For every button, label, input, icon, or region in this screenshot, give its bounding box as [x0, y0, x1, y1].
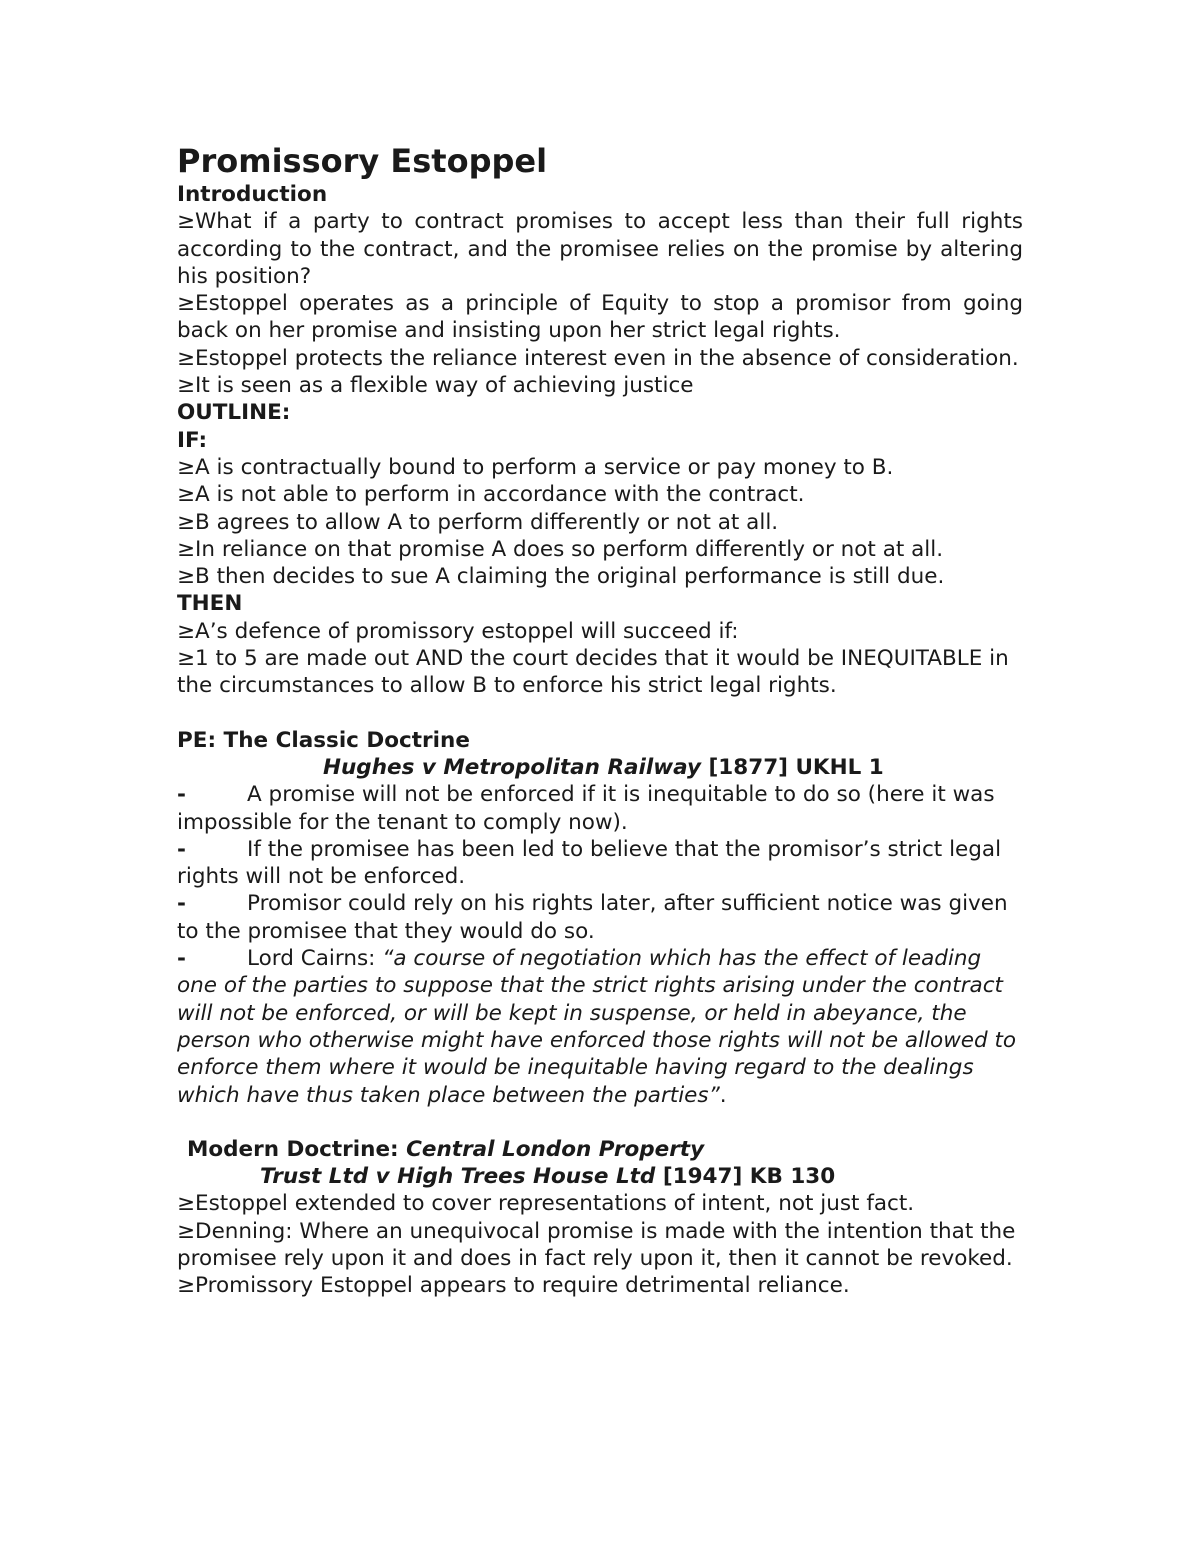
dash-marker: -: [177, 891, 186, 917]
document-page: [177, 141, 1023, 1300]
intro-bullet: ≥ Estoppel operates as a principle of Equity to stop a promisor from going back on her promise and insisting upon her strict legal rights.: [177, 290, 1023, 345]
classic-quote-item: [177, 945, 1023, 1109]
outline-if-label: IF:: [177, 427, 208, 453]
outline-then-bullet: ≥ 1 to 5 are made out AND the court decides that it would be INEQUITABLE in the circumstances to allow B to enforce his strict legal rights.: [177, 645, 1023, 700]
outline-if-bullet: ≥ B then decides to sue A claiming the original performance is still due.: [177, 563, 1023, 590]
dash-marker: -: [177, 782, 186, 808]
spacer: [177, 1109, 1023, 1136]
modern-case-part1: Central London Property: [406, 1136, 705, 1162]
classic-point-text: Promisor could rely on his rights later, after sufficient notice was given to the promisee that they would do so.: [177, 891, 1008, 944]
outline-then-bullet: ≥ A’s defence of promissory estoppel will succeed if:: [177, 618, 1023, 645]
classic-point-text: If the promisee has been led to believe that the promisor’s strict legal rights will not be enforced.: [177, 836, 1002, 890]
intro-heading: Introduction: [177, 182, 328, 207]
modern-heading: [177, 1136, 1023, 1163]
outline-heading: OUTLINE:: [177, 400, 291, 426]
classic-case-name: Hughes v Metropolitan Railway: [323, 754, 701, 780]
intro-bullet: ≥ Estoppel protects the reliance interest even in the absence of consideration.: [177, 345, 1023, 372]
classic-point-text: A promise will not be enforced if it is inequitable to do so (here it was impossible for the tenant to comply now).: [177, 782, 995, 835]
outline-if-bullet: ≥ A is not able to perform in accordance with the contract.: [177, 481, 1023, 508]
outline-then-label: THEN: [177, 591, 243, 617]
dash-marker: -: [177, 946, 186, 972]
modern-case-line: [177, 1163, 1023, 1190]
intro-bullet: ≥ It is seen as a flexible way of achieving justice: [177, 372, 1023, 399]
quote-end: .: [719, 1082, 727, 1108]
modern-case-part2: Trust Ltd v High Trees House Ltd: [260, 1164, 656, 1190]
quote-intro: Lord Cairns:: [247, 946, 383, 972]
page-title: Promissory Estoppel: [177, 142, 548, 180]
modern-case-cite: [1947] KB 130: [655, 1164, 836, 1190]
intro-bullet: ≥ What if a party to contract promises to accept less than their full rights according to the contract, and the promisee relies on the promise by altering his position?: [177, 208, 1023, 290]
classic-heading: PE: The Classic Doctrine: [177, 727, 470, 753]
classic-point: [177, 890, 1023, 945]
outline-if-bullet: ≥ In reliance on that promise A does so perform differently or not at all.: [177, 536, 1023, 563]
classic-point: [177, 836, 1023, 891]
spacer: [177, 700, 1023, 727]
classic-case-title: [177, 754, 1023, 781]
outline-if-bullet: ≥ B agrees to allow A to perform differently or not at all.: [177, 509, 1023, 536]
modern-heading-prefix: Modern Doctrine:: [187, 1136, 407, 1162]
dash-marker: -: [177, 836, 186, 862]
modern-bullet: ≥ Estoppel extended to cover representations of intent, not just fact.: [177, 1190, 1023, 1217]
modern-bullet: ≥ Denning: Where an unequivocal promise is made with the intention that the promisee rely upon it and does in fact rely upon it, then it cannot be revoked.: [177, 1218, 1023, 1273]
modern-bullet: ≥ Promissory Estoppel appears to require detrimental reliance.: [177, 1272, 1023, 1299]
outline-if-bullet: ≥ A is contractually bound to perform a service or pay money to B.: [177, 454, 1023, 481]
lord-cairns-quote: “a course of negotiation which has the effect of leading one of the parties to suppose that the strict rights arising under the contract will not be enforced, or will be kept in suspense, or held in abeyance, the person who otherwise might have enforced those rights will not be allowed to enforce them where it would be inequitable having regard to the dealings which have thus taken place between the parties”: [177, 946, 1017, 1108]
classic-point: [177, 781, 1023, 836]
classic-case-cite: [1877] UKHL 1: [701, 754, 884, 780]
